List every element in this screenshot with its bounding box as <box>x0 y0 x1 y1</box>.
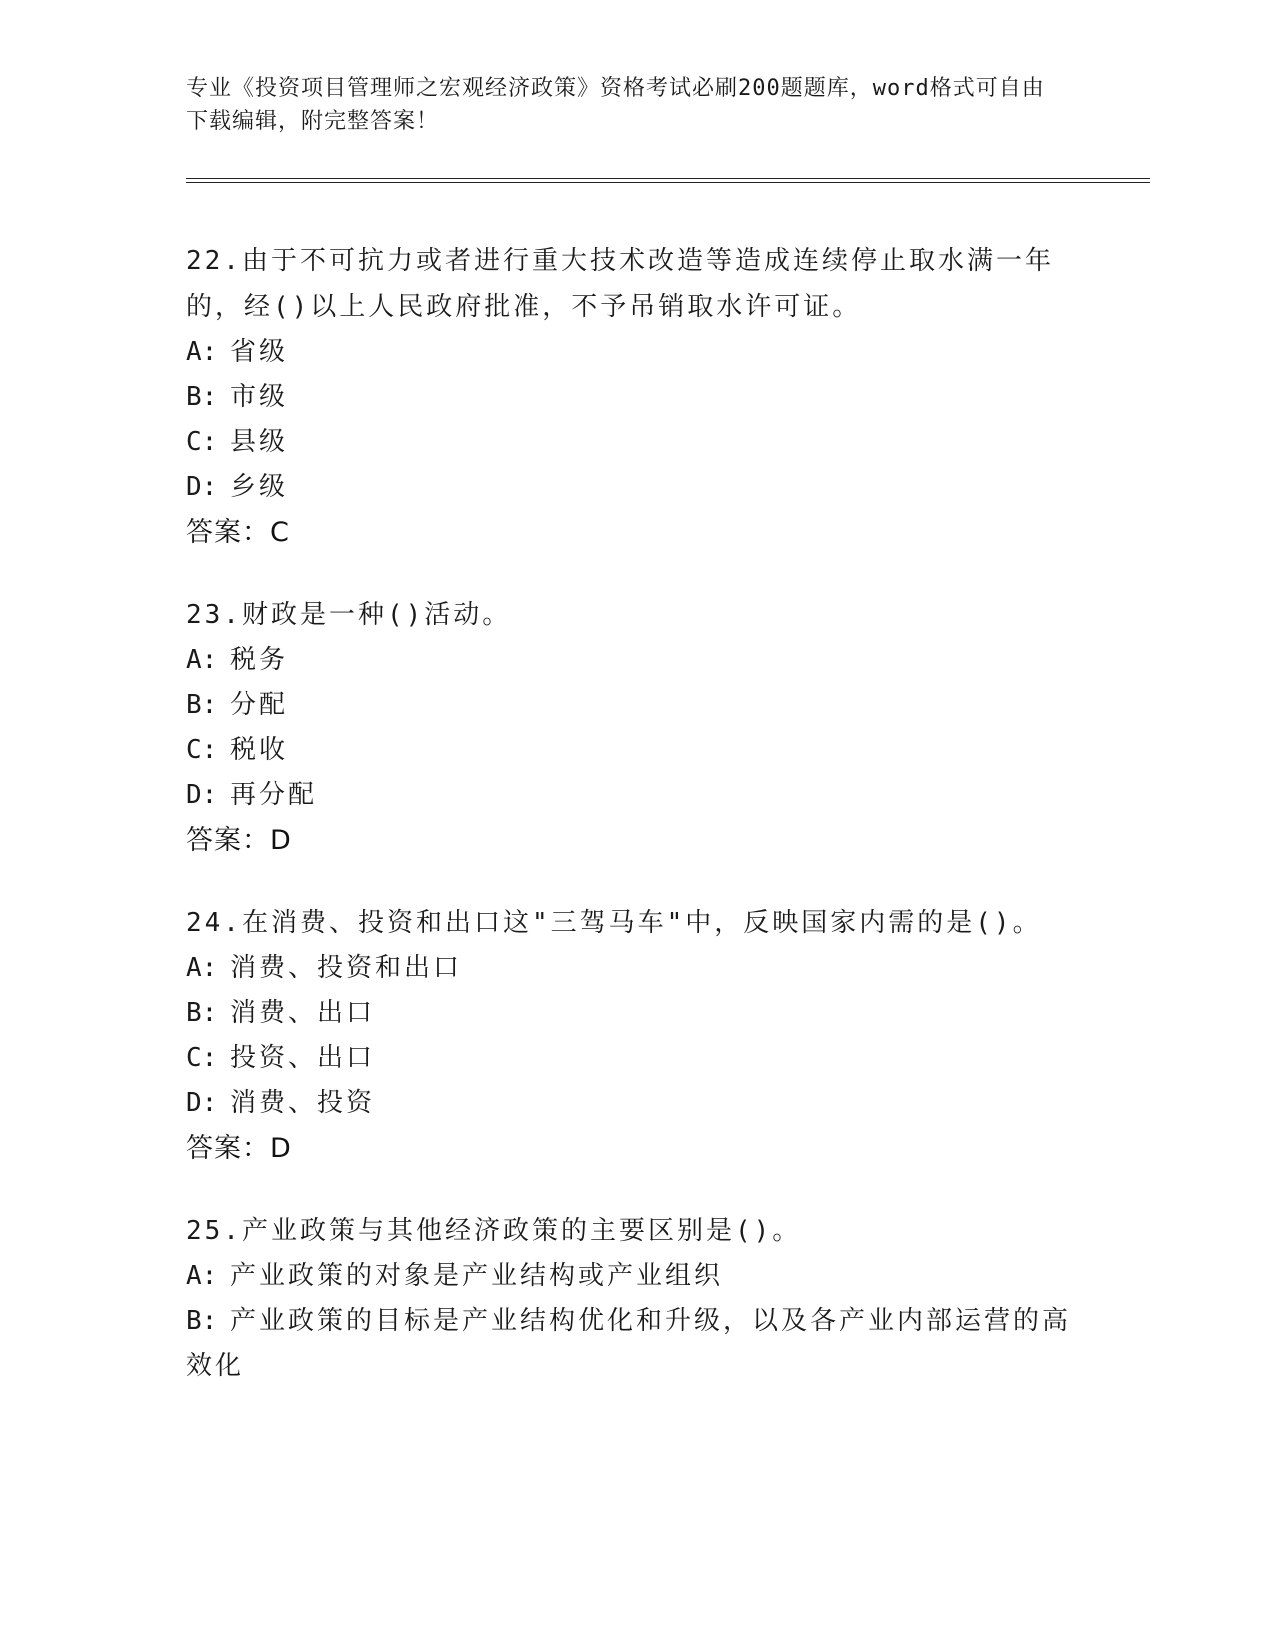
document-header <box>186 72 1066 138</box>
option-text: 投资、出口 <box>230 1043 376 1073</box>
option-b <box>186 1299 1086 1389</box>
option-key: B: <box>186 690 218 720</box>
option-a <box>186 330 1086 375</box>
option-a <box>186 946 1086 991</box>
option-key: B: <box>186 1306 218 1336</box>
option-text: 县级 <box>230 427 289 457</box>
option-text: 产业政策的目标是产业结构优化和升级，以及各产业内部运营的高效化 <box>186 1306 1072 1381</box>
header-divider <box>186 178 1150 183</box>
question-stem: 25.产业政策与其他经济政策的主要区别是()。 <box>186 1216 802 1246</box>
option-b <box>186 991 1086 1036</box>
option-text: 税务 <box>230 645 289 675</box>
option-key: B: <box>186 998 218 1028</box>
answer-text: 答案：D <box>186 1133 292 1164</box>
question-list <box>186 238 1086 1425</box>
question-item <box>186 238 1086 556</box>
option-a <box>186 638 1086 683</box>
option-c <box>186 1036 1086 1081</box>
option-key: A: <box>186 337 218 367</box>
option-c <box>186 728 1086 773</box>
option-d <box>186 1081 1086 1126</box>
option-key: D: <box>186 1088 218 1118</box>
option-text: 税收 <box>230 735 289 765</box>
option-key: C: <box>186 1043 218 1073</box>
option-key: C: <box>186 735 218 765</box>
option-text: 分配 <box>230 690 289 720</box>
question-item <box>186 1208 1086 1389</box>
question-stem: 24.在消费、投资和出口这"三驾马车"中，反映国家内需的是()。 <box>186 908 1042 938</box>
option-key: C: <box>186 427 218 457</box>
option-text: 消费、出口 <box>230 998 376 1028</box>
option-d <box>186 465 1086 510</box>
answer-text: 答案：C <box>186 517 290 548</box>
option-key: B: <box>186 382 218 412</box>
option-c <box>186 420 1086 465</box>
option-b <box>186 683 1086 728</box>
question-stem: 22.由于不可抗力或者进行重大技术改造等造成连续停止取水满一年的，经()以上人民政府批准，不予吊销取水许可证。 <box>186 246 1054 322</box>
question-item <box>186 592 1086 864</box>
option-key: A: <box>186 1261 218 1291</box>
option-text: 市级 <box>230 382 289 412</box>
option-a <box>186 1254 1086 1299</box>
option-text: 消费、投资和出口 <box>230 953 463 983</box>
option-text: 消费、投资 <box>230 1088 376 1118</box>
question-stem: 23.财政是一种()活动。 <box>186 600 512 630</box>
answer-text: 答案：D <box>186 825 292 856</box>
option-key: D: <box>186 472 218 502</box>
option-text: 省级 <box>230 337 289 367</box>
option-key: A: <box>186 645 218 675</box>
option-d <box>186 773 1086 818</box>
option-key: D: <box>186 780 218 810</box>
option-key: A: <box>186 953 218 983</box>
option-text: 乡级 <box>230 472 289 502</box>
option-b <box>186 375 1086 420</box>
question-item <box>186 900 1086 1172</box>
header-text: 专业《投资项目管理师之宏观经济政策》资格考试必刷200题题库，word格式可自由下载编辑，附完整答案！ <box>186 76 1045 134</box>
option-text: 产业政策的对象是产业结构或产业组织 <box>230 1261 724 1291</box>
option-text: 再分配 <box>230 780 318 810</box>
